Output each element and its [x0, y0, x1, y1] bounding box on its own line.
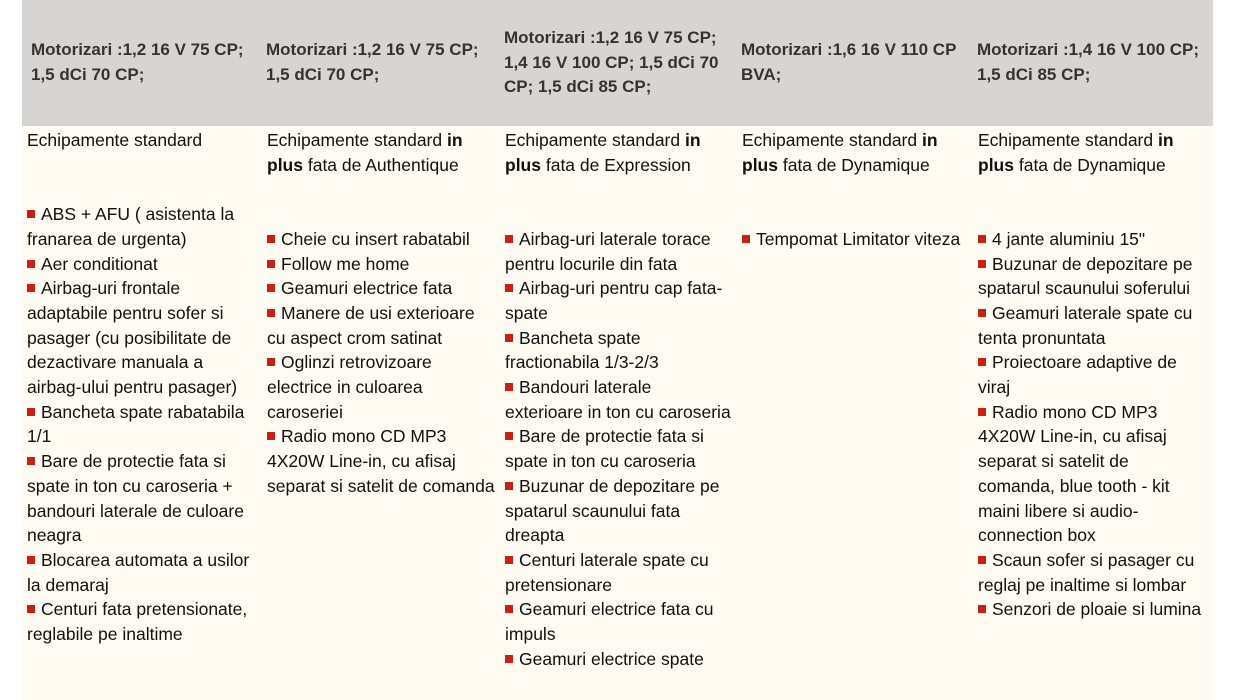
red-square-bullet-icon	[27, 408, 35, 416]
equipment-list	[27, 202, 258, 647]
list-item: Geamuri electrice fata cu impuls	[505, 599, 714, 645]
list-item: Radio mono CD MP3 4X20W Line-in, cu afisaj separat si satelit de comanda	[267, 426, 495, 496]
equipment-column-4	[737, 128, 973, 252]
engine-header-authentique: Motorizari :1,2 16 V 75 CP; 1,5 dCi 70 CP;	[31, 40, 244, 84]
list-item: Bancheta spate fractionabila 1/3-2/3	[505, 327, 659, 373]
list-item: Airbag-uri frontale adaptabile pentru sofer si pasager (cu posibilitate de dezactivare manuala a airbag-ului pentru pasager)	[27, 278, 238, 398]
red-square-bullet-icon	[505, 605, 513, 613]
red-square-bullet-icon	[978, 605, 986, 613]
list-item: Scaun sofer si pasager cu reglaj pe inaltime si lombar	[978, 549, 1195, 595]
list-item: ABS + AFU ( asistenta la franarea de urgenta)	[27, 204, 235, 249]
red-square-bullet-icon	[978, 408, 986, 416]
red-square-bullet-icon	[505, 235, 513, 243]
list-item: Buzunar de depozitare pe spatarul scaunului soferului	[978, 253, 1193, 299]
list-item: Bare de protectie fata si spate in ton cu caroseria + bandouri laterale de culoare neagra	[27, 451, 244, 546]
red-square-bullet-icon	[505, 482, 513, 490]
red-square-bullet-icon	[505, 432, 513, 440]
equipment-column-2	[262, 128, 500, 499]
red-square-bullet-icon	[978, 358, 986, 366]
red-square-bullet-icon	[742, 235, 750, 243]
table-header-row	[22, 0, 1213, 126]
red-square-bullet-icon	[27, 284, 35, 292]
list-item: Cheie cu insert rabatabil	[267, 227, 496, 252]
red-square-bullet-icon	[505, 334, 513, 342]
red-square-bullet-icon	[27, 260, 35, 268]
engine-header-bva: Motorizari :1,6 16 V 110 CP BVA;	[741, 40, 957, 84]
engine-header-top: Motorizari :1,4 16 V 100 CP; 1,5 dCi 85 CP;	[977, 40, 1200, 84]
equipment-column-5	[973, 128, 1213, 622]
column-intro: Echipamente standard in plus fata de Dynamique	[978, 130, 1174, 175]
list-item: Airbag-uri pentru cap fata-spate	[505, 278, 723, 323]
list-item: Radio mono CD MP3 4X20W Line-in, cu afisaj separat si satelit de comanda, blue tooth - kit maini libere si audio-connection box	[978, 401, 1170, 546]
list-item: Geamuri electrice spate	[505, 647, 733, 672]
red-square-bullet-icon	[267, 284, 275, 292]
equipment-comparison-table	[22, 0, 1213, 700]
red-square-bullet-icon	[505, 383, 513, 391]
list-item: Bandouri laterale exterioare in ton cu caroseria	[505, 377, 731, 422]
list-item: Geamuri laterale spate cu tenta pronuntata	[978, 302, 1193, 348]
red-square-bullet-icon	[27, 210, 35, 218]
red-square-bullet-icon	[978, 556, 986, 564]
red-square-bullet-icon	[267, 358, 275, 366]
list-item: Centuri fata pretensionate, reglabile pe inaltime	[27, 599, 248, 645]
red-square-bullet-icon	[505, 655, 513, 663]
column-intro: Echipamente standard in plus fata de Expression	[505, 130, 701, 175]
red-square-bullet-icon	[267, 309, 275, 317]
red-square-bullet-icon	[978, 309, 986, 317]
equipment-column-3	[500, 128, 737, 671]
list-item: Geamuri electrice fata	[267, 276, 496, 301]
list-item: Oglinzi retrovizoare electrice in culoarea caroseriei	[267, 352, 432, 422]
list-item: Centuri laterale spate cu pretensionare	[505, 549, 709, 595]
list-item: Proiectoare adaptive de viraj	[978, 352, 1177, 398]
red-square-bullet-icon	[267, 260, 275, 268]
equipment-list	[978, 227, 1209, 622]
list-item: Buzunar de depozitare pe spatarul scaunului fata dreapta	[505, 475, 720, 546]
list-item: Blocarea automata a usilor la demaraj	[27, 549, 250, 595]
red-square-bullet-icon	[978, 235, 986, 243]
equipment-list	[267, 227, 496, 499]
red-square-bullet-icon	[27, 605, 35, 613]
list-item: Bancheta spate rabatabila 1/1	[27, 401, 245, 447]
red-square-bullet-icon	[267, 235, 275, 243]
engine-header-dynamique: Motorizari :1,2 16 V 75 CP; 1,4 16 V 100 CP; 1,5 dCi 70 CP; 1,5 dCi 85 CP;	[504, 28, 719, 97]
list-item: Aer conditionat	[27, 252, 258, 277]
list-item: Follow me home	[267, 252, 496, 277]
red-square-bullet-icon	[27, 457, 35, 465]
red-square-bullet-icon	[505, 556, 513, 564]
equipment-list	[742, 227, 969, 252]
list-item: Airbag-uri laterale torace pentru locurile din fata	[505, 228, 711, 274]
red-square-bullet-icon	[27, 556, 35, 564]
red-square-bullet-icon	[267, 432, 275, 440]
list-item: Bare de protectie fata si spate in ton cu caroseria	[505, 426, 704, 472]
list-item: Senzori de ploaie si lumina	[978, 597, 1209, 622]
engine-header-expression: Motorizari :1,2 16 V 75 CP; 1,5 dCi 70 CP;	[266, 40, 479, 84]
list-item: Manere de usi exterioare cu aspect crom satinat	[267, 302, 475, 348]
column-intro: Echipamente standard in plus fata de Dynamique	[742, 130, 938, 175]
column-intro: Echipamente standard	[27, 130, 203, 150]
equipment-list	[505, 227, 733, 672]
column-intro: Echipamente standard in plus fata de Authentique	[267, 130, 463, 175]
list-item: 4 jante aluminiu 15"	[978, 227, 1209, 252]
red-square-bullet-icon	[978, 260, 986, 268]
list-item: Tempomat Limitator viteza	[742, 227, 969, 252]
equipment-column-1	[22, 128, 262, 647]
red-square-bullet-icon	[505, 284, 513, 292]
